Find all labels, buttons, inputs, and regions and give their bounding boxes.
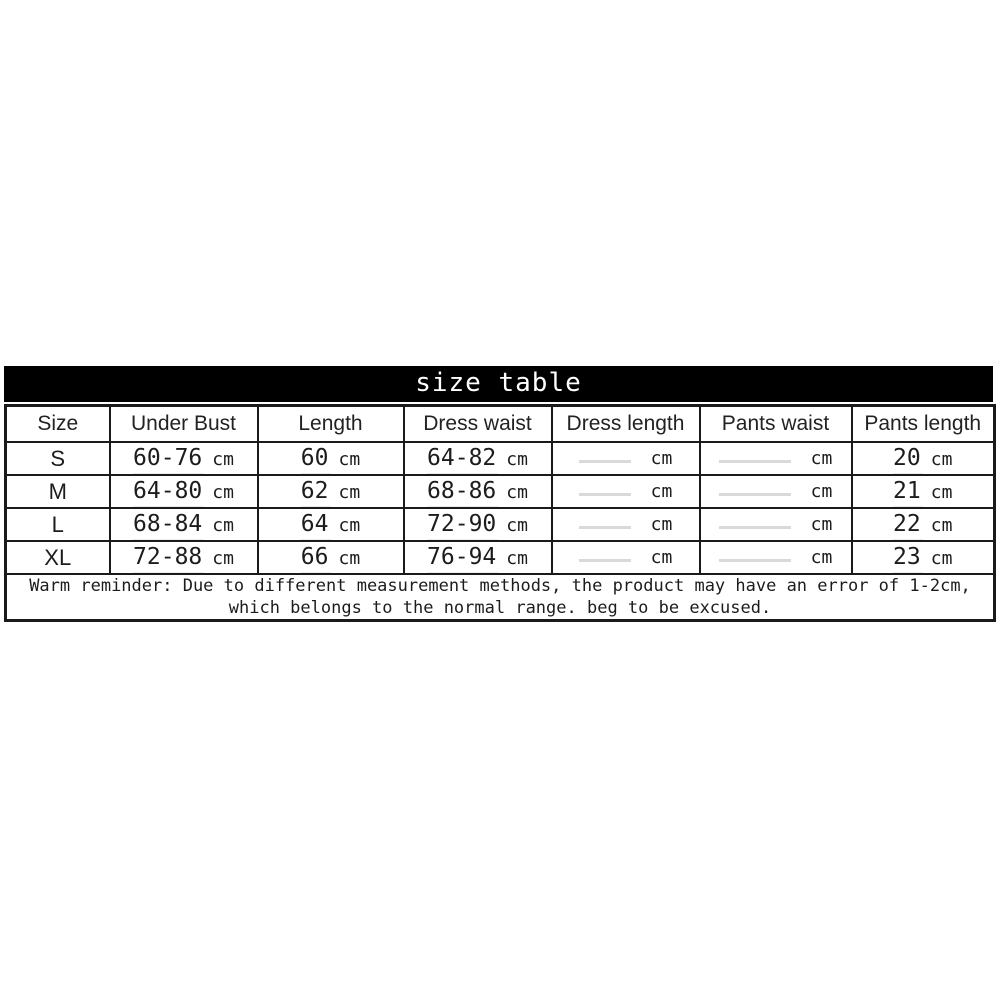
cell-pants-length-l: 22 cm — [852, 508, 995, 541]
col-header-pants-length: Pants length — [852, 406, 995, 443]
header-row — [6, 406, 995, 443]
unit-label: cm — [338, 482, 361, 503]
size-table-title: size table — [415, 368, 582, 398]
unit-label: cm — [212, 515, 234, 536]
cell-pants-length-xl: 23 cm — [852, 541, 995, 574]
unit-label: cm — [810, 448, 833, 469]
warm-reminder-note — [6, 574, 995, 621]
unit-label: cm — [506, 482, 528, 503]
col-header-pants-waist: Pants waist — [700, 406, 852, 443]
unit-label: cm — [650, 448, 673, 469]
cell-size-l: L — [6, 508, 110, 541]
table-row-m — [6, 475, 995, 508]
cell-dress-length-m — [552, 475, 700, 508]
unit-label: cm — [212, 449, 234, 470]
col-header-length: Length — [258, 406, 404, 443]
cell-pants-waist-m — [700, 475, 852, 508]
blank-line — [579, 559, 631, 562]
cell-dress-waist-s: 64-82 cm — [404, 442, 552, 475]
cell-pants-length-m: 21 cm — [852, 475, 995, 508]
unit-label: cm — [338, 449, 361, 470]
unit-label: cm — [338, 548, 361, 569]
cell-size-xl: XL — [6, 541, 110, 574]
cell-pants-waist-s — [700, 442, 852, 475]
size-table — [4, 366, 993, 622]
note-line-1: Warm reminder: Due to different measurement methods, the product may have an error of 1-2cm, — [29, 576, 971, 596]
unit-label: cm — [650, 547, 673, 568]
cell-size-s: S — [6, 442, 110, 475]
cell-dress-waist-xl: 76-94 cm — [404, 541, 552, 574]
blank-line — [579, 526, 631, 529]
unit-label: cm — [650, 481, 673, 502]
unit-label: cm — [930, 482, 953, 503]
cell-dress-length-xl — [552, 541, 700, 574]
unit-label: cm — [930, 548, 953, 569]
note-row — [6, 574, 995, 621]
blank-line — [719, 460, 791, 463]
blank-line — [579, 460, 631, 463]
cell-dress-length-s — [552, 442, 700, 475]
cell-under-bust-m: 64-80 cm — [110, 475, 258, 508]
note-line-2: which belongs to the normal range. beg to be excused. — [228, 598, 772, 618]
unit-label: cm — [810, 547, 833, 568]
unit-label: cm — [930, 515, 953, 536]
blank-line — [719, 526, 791, 529]
unit-label: cm — [930, 449, 953, 470]
col-header-dress-length: Dress length — [552, 406, 700, 443]
unit-label: cm — [338, 515, 361, 536]
blank-line — [719, 559, 791, 562]
cell-length-m: 62 cm — [258, 475, 404, 508]
size-table-grid — [4, 404, 996, 622]
cell-under-bust-xl: 72-88 cm — [110, 541, 258, 574]
size-table-title-bar — [4, 366, 993, 402]
cell-under-bust-l: 68-84 cm — [110, 508, 258, 541]
unit-label: cm — [212, 482, 234, 503]
cell-pants-length-s: 20 cm — [852, 442, 995, 475]
cell-length-l: 64 cm — [258, 508, 404, 541]
unit-label: cm — [506, 515, 528, 536]
cell-dress-length-l — [552, 508, 700, 541]
unit-label: cm — [810, 514, 833, 535]
cell-dress-waist-l: 72-90 cm — [404, 508, 552, 541]
blank-line — [579, 493, 631, 496]
cell-dress-waist-m: 68-86 cm — [404, 475, 552, 508]
cell-length-xl: 66 cm — [258, 541, 404, 574]
blank-line — [719, 493, 791, 496]
unit-label: cm — [650, 514, 673, 535]
col-header-under-bust: Under Bust — [110, 406, 258, 443]
unit-label: cm — [212, 548, 234, 569]
col-header-dress-waist: Dress waist — [404, 406, 552, 443]
table-row-s — [6, 442, 995, 475]
cell-length-s: 60 cm — [258, 442, 404, 475]
unit-label: cm — [506, 449, 528, 470]
col-header-size: Size — [6, 406, 110, 443]
cell-under-bust-s: 60-76 cm — [110, 442, 258, 475]
cell-pants-waist-xl — [700, 541, 852, 574]
table-row-l — [6, 508, 995, 541]
unit-label: cm — [506, 548, 528, 569]
table-row-xl — [6, 541, 995, 574]
cell-size-m: M — [6, 475, 110, 508]
unit-label: cm — [810, 481, 833, 502]
cell-pants-waist-l — [700, 508, 852, 541]
